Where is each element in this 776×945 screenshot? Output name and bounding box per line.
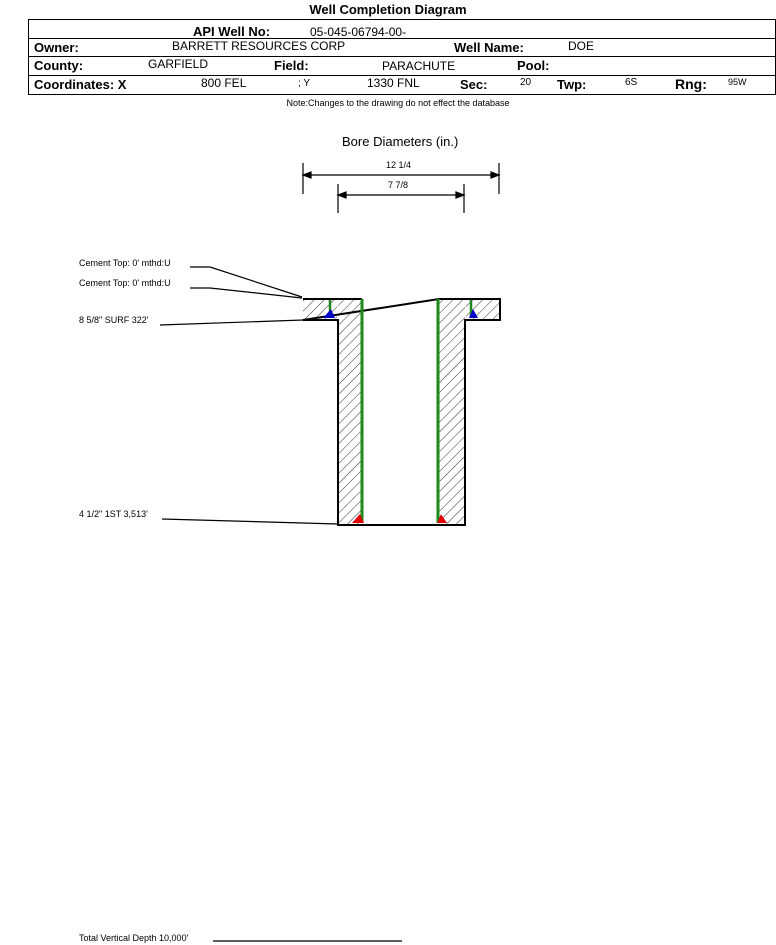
county-value: GARFIELD <box>148 57 209 71</box>
surface-casing-label: 8 5/8" SURF 322' <box>79 315 149 325</box>
database-note: Note:Changes to the drawing do not effect the database <box>286 98 510 108</box>
coordinate-y-value: 1330 FNL <box>367 76 420 90</box>
township-label: Twp: <box>557 77 587 92</box>
field-value: PARACHUTE <box>382 59 456 73</box>
section-value: 20 <box>520 77 532 88</box>
bore-diameters-title: Bore Diameters (in.) <box>342 134 459 149</box>
well-name-value: DOE <box>568 39 595 53</box>
well-name-label: Well Name: <box>454 40 524 55</box>
borehole-outline <box>303 299 500 525</box>
production-casing-label: 4 1/2" 1ST 3,513' <box>79 509 148 519</box>
inner-bore-dimension <box>338 184 464 213</box>
total-depth-label: Total Vertical Depth 10,000' <box>79 933 189 943</box>
range-value: 95W <box>728 77 747 87</box>
api-well-value: 05-045-06794-00- <box>310 25 407 39</box>
township-value: 6S <box>625 77 638 88</box>
coordinate-x-value: 800 FEL <box>201 76 247 90</box>
outer-bore-dimension <box>303 163 499 194</box>
callout-leaders <box>160 267 402 941</box>
production-casing <box>362 299 438 523</box>
coordinate-y-label: ; Y <box>298 78 311 89</box>
coordinates-label: Coordinates: X <box>34 77 127 92</box>
cement-top-label-2: Cement Top: 0' mthd:U <box>79 278 171 288</box>
cement-top-label-1: Cement Top: 0' mthd:U <box>79 258 171 268</box>
range-label: Rng: <box>675 76 707 92</box>
county-label: County: <box>34 58 84 73</box>
field-label: Field: <box>274 58 309 73</box>
api-well-label: API Well No: <box>193 24 271 39</box>
section-label: Sec: <box>460 77 488 92</box>
diagram-title: Well Completion Diagram <box>309 2 467 17</box>
owner-label: Owner: <box>34 40 79 55</box>
pool-label: Pool: <box>517 58 550 73</box>
owner-value: BARRETT RESOURCES CORP <box>172 39 346 53</box>
bore-outer-diameter-label: 12 1/4 <box>386 160 412 170</box>
bore-inner-diameter-label: 7 7/8 <box>388 180 409 190</box>
production-cement <box>338 299 465 525</box>
